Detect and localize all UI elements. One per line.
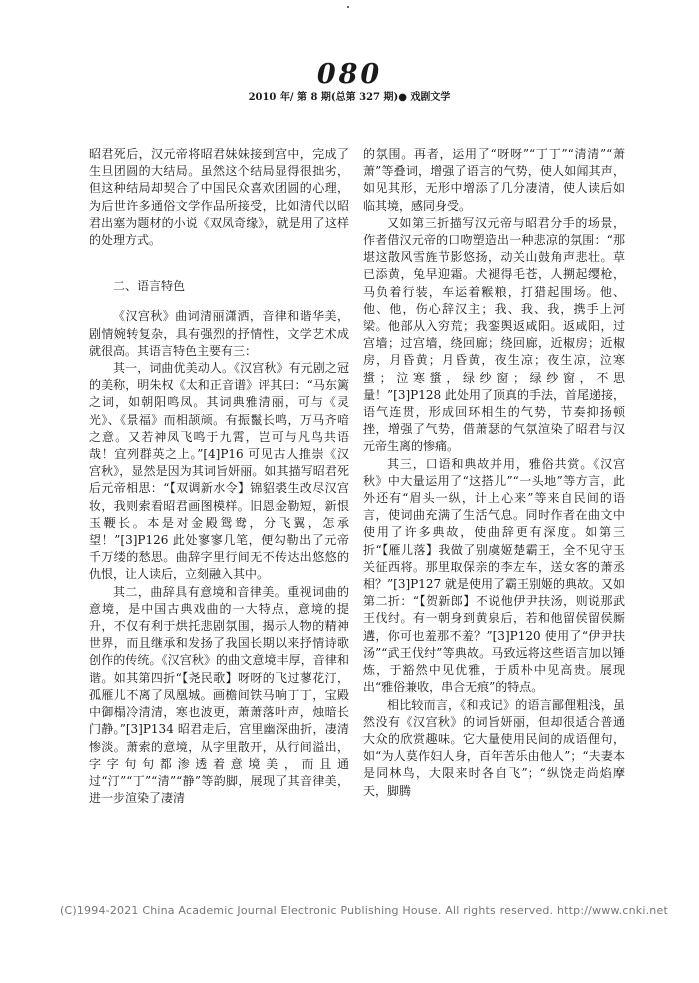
paragraph: 其一，词曲优美动人。《汉宫秋》有元剧之冠的美称，明朱权《太和正音谱》评其曰：“马东篱之词，如朝阳鸣凤。其词典雅清丽，可与《灵光》、《景福》而相颉颃。有振鬣长鸣，万马齐喑之意。又若神凤飞鸣于九霄，岂可与凡鸟共语哉！宜列群英之上。”[4]P16 可见古人推崇《汉宫秋》，显然是因为其词旨妍丽。如其描写昭君死后元帝相思：“【双调新水令】锦貂裘生改尽汉宫妆，我则索看昭君画图模样。旧恩金勒短，新恨玉鞭长。本是对金殿鸳鸯，分飞翼，怎承望！”[3]P126 此处寥寥几笔，便勾勒出了元帝千万缕的愁思。曲辞字里行间无不传达出悠悠的仇恨，让人读后，立刻融入其中。 [89, 361, 349, 582]
paragraph: 其三，口语和典故并用，雅俗共赏。《汉宫秋》中大量运用了“这搭儿”“一头地”等方言，此外还有“眉头一纵，计上心来”等来自民间的语言，使词曲充满了生活气息。同时作者在曲文中使用了许多典故，使曲辞更有深度。如第三折“【雁儿落】我做了别虞姬楚霸王，全不见守玉关征西将。那里取保亲的李左车，送女客的萧丞相？”[3]P127 就是使用了霸王别姬的典故。又如第二折：“【贺新郎】不说他伊尹扶汤，则说那武王伐纣。有一朝身到黄泉后，若和他留侯留侯厮遘，你可也羞那不羞？”[3]P120 使用了“伊尹扶汤”“武王伐纣”等典故。马致远将这些语言加以锤炼，于豁然中见优雅，于质朴中见高贵。展现出“雅俗兼收，串合无痕”的特点。 [363, 456, 625, 695]
top-dot-mark [347, 6, 349, 8]
section-heading: 二、语言特色 [113, 279, 186, 294]
left-column [89, 146, 349, 807]
paragraph: 其二，曲辞具有意境和音律美。重视词曲的意境，是中国古典戏曲的一大特点，意境的提升，不仅有利于烘托悲剧氛围，揭示人物的精神世界，而且继承和发扬了我国长期以来抒情诗歌创作的传统。《汉宫秋》的曲文意境丰厚，音律和谐。如其第四折“【尧民歌】呀呀的飞过蓼花汀，孤雁儿不离了凤凰城。画檐间铁马响丁丁，宝殿中御榻冷清清，寒也波更，萧萧落叶声，烛暗长门静。”[3]P134 昭君走后，宫里幽深曲折，凄清惨淡。萧索的意境，从字里散开，从行间溢出，字字句句都渗透着意境美，而且通过“汀”“丁”“清”“静”等韵脚，展现了其音律美，进一步渲染了凄清 [89, 584, 349, 806]
paragraph: 相比较而言，《和戎记》的语言鄙俚粗浅，虽然没有《汉宫秋》的词旨妍丽，但却很适合普通大众的欣赏趣味。它大量使用民间的成语俚句，如“为人莫作妇人身，百年苦乐由他人”；“夫妻本是同林鸟，大限来时各自飞”；“纵饶走尚焰摩天，脚腾 [363, 697, 625, 798]
paragraph: 又如第三折描写汉元帝与昭君分手的场景，作者借汉元帝的口吻塑造出一种悲凉的氛围：“那堪这散风雪旌节影悠扬，动关山鼓角声悲壮。草已添黄，兔早迎霜。犬褪得毛苍，人搠起缨枪，马负着行装，车运着糇粮，打猎起围场。他、他、他，伤心辞汉主；我、我、我，携手上河梁。他部从入穷荒；我銮舆返咸阳。返咸阳，过宫墙；过宫墙，绕回廊；绕回廊，近椒房；近椒房，月昏黄；月昏黄，夜生凉；夜生凉，泣寒螀；泣寒螀，绿纱窗；绿纱窗，不思量！”[3]P128 此处用了顶真的手法，首尾递接，语气连贯，形成回环相生的气势，节奏抑扬顿挫，增强了气势，借萧瑟的气氛渲染了昭君与汉元帝生离的惨痛。 [363, 215, 625, 454]
page-number: 080 [316, 59, 383, 90]
paragraph: 的氛围。再者，运用了“呀呀”“丁丁”“清清”“萧萧”等叠词，增强了语言的气势，使人如闻其声，如见其形，无形中增添了几分凄清，使人读后如临其境，感同身受。 [363, 147, 625, 213]
right-column [363, 146, 625, 800]
journal-issue-line: 2010 年/ 第 8 期(总第 327 期)● 戏剧文学 [248, 92, 451, 103]
copyright-watermark: (C)1994-2021 China Academic Journal Electronic Publishing House. All rights reserved. http://www.cnki.net [60, 904, 668, 917]
paragraph: 昭君死后，汉元帝将昭君妹妹接到宫中，完成了生旦团圆的大结局。虽然这个结局显得很拙劣，但这种结局却契合了中国民众喜欢团圆的心理，为后世许多通俗文学作品所接受，比如清代以昭君出塞为题材的小说《双凤奇缘》，就是用了这样的处理方式。 [89, 147, 349, 248]
paragraph: 《汉宫秋》曲词清丽潇洒，音律和谐华美，剧情婉转复杂，具有强烈的抒情性，文学艺术成就很高。其语言特色主要有三： [89, 309, 349, 358]
